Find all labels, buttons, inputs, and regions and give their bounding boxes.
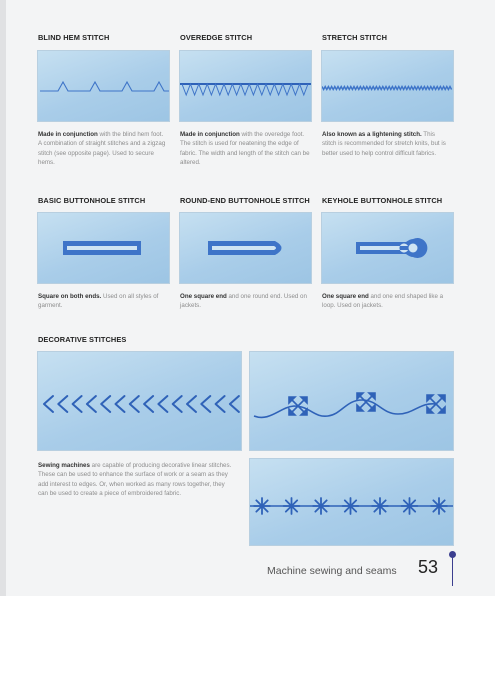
footer-dot — [449, 551, 456, 558]
star-stitch-swatch — [249, 458, 454, 546]
heading-blind-hem: BLIND HEM STITCH — [38, 33, 110, 42]
footer-chapter-title: Machine sewing and seams — [267, 565, 397, 577]
heading-stretch: STRETCH STITCH — [322, 33, 388, 42]
caption-stretch: Also known as a lightening stitch. This stitch is recommended for stretch knits, but is better used to help control difficult fabrics. — [322, 131, 446, 157]
caption-decorative: Sewing machines are capable of producing decorative linear stitches. These can be used to enhance the surface of work or a seam as they add interest to edges. Or, when worked as many rows together, they can be used to create a piece of embroidered fabric. — [38, 462, 232, 497]
round-end-buttonhole-swatch — [179, 212, 312, 284]
footer-rule — [452, 556, 453, 586]
stretch-swatch — [321, 50, 454, 122]
keyhole-buttonhole-swatch — [321, 212, 454, 284]
wave-flower-stitch-swatch — [249, 351, 454, 451]
heading-overedge: OVEREDGE STITCH — [180, 33, 253, 42]
heading-keyhole-buttonhole: KEYHOLE BUTTONHOLE STITCH — [322, 196, 443, 205]
page-spine-shadow — [0, 0, 6, 596]
feather-stitch-swatch — [37, 351, 242, 451]
caption-overedge: Made in conjunction with the overedge foot. The stitch is used for neatening the edge of fabric. The width and length of the stitch can be altered. — [180, 131, 310, 166]
blind-hem-swatch — [37, 50, 170, 122]
heading-round-end-buttonhole: ROUND-END BUTTONHOLE STITCH — [180, 196, 310, 205]
heading-decorative-stitches: DECORATIVE STITCHES — [38, 335, 127, 344]
overedge-swatch — [179, 50, 312, 122]
caption-blind-hem: Made in conjunction with the blind hem foot. A combination of straight stitches and a zigzag stitch (see opposite page). Used to secure hems. — [38, 131, 166, 166]
caption-keyhole-buttonhole: One square end and one end shaped like a loop. Used on jackets. — [322, 293, 444, 310]
heading-basic-buttonhole: BASIC BUTTONHOLE STITCH — [38, 196, 146, 205]
caption-basic-buttonhole: Square on both ends. Used on all styles of garment. — [38, 293, 159, 310]
caption-round-end-buttonhole: One square end and one round end. Used on jackets. — [180, 293, 307, 310]
basic-buttonhole-swatch — [37, 212, 170, 284]
page-number: 53 — [418, 557, 439, 577]
